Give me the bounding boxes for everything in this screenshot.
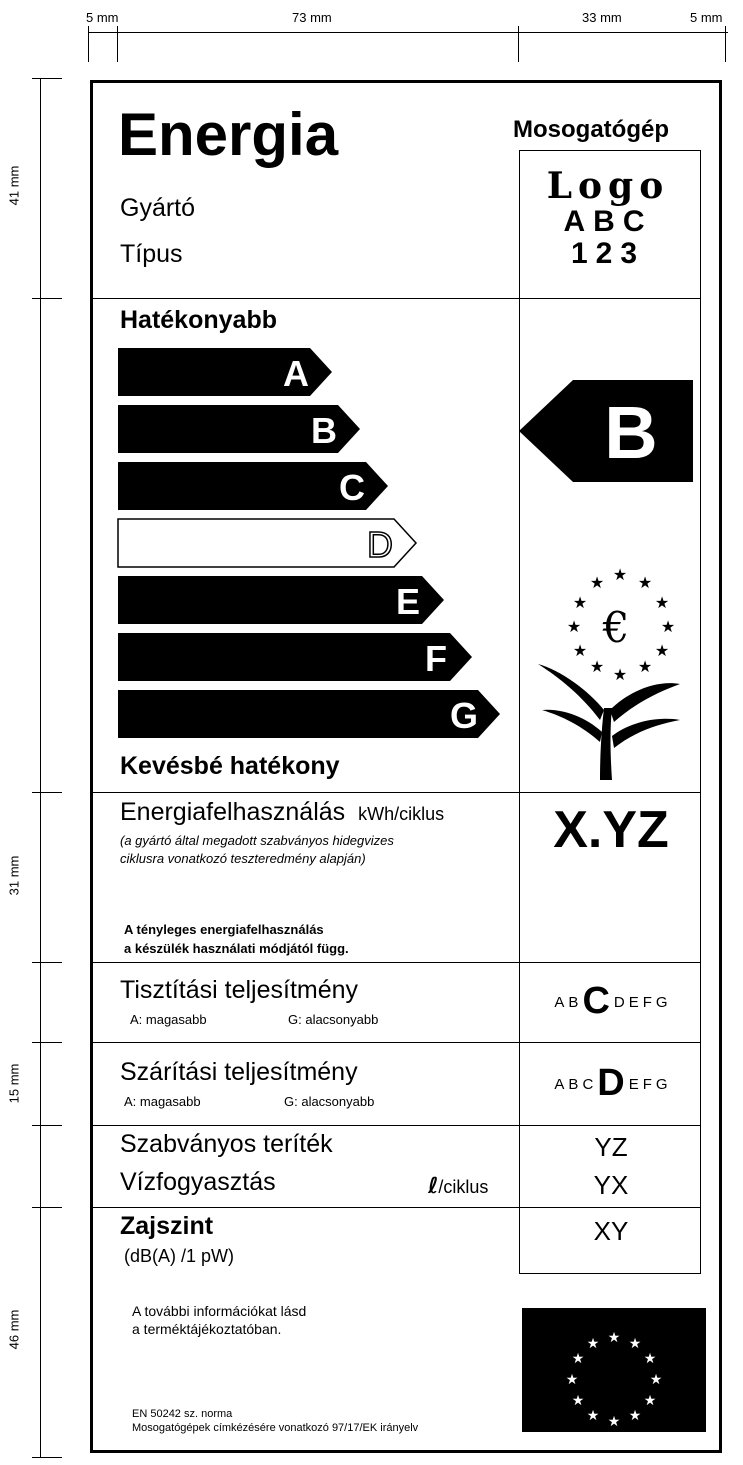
svg-text:★: ★ bbox=[607, 1330, 621, 1346]
svg-text:★: ★ bbox=[607, 1414, 621, 1430]
label-title: Energia bbox=[118, 101, 339, 168]
svg-text:★: ★ bbox=[571, 1393, 585, 1409]
value-box-bottom bbox=[519, 1273, 701, 1274]
drying-hint-worst: G: alacsonyabb bbox=[284, 1094, 375, 1109]
svg-text:★: ★ bbox=[571, 1351, 585, 1367]
water-unit-text: /ciklus bbox=[438, 1177, 489, 1197]
info-line-2: a terméktájékoztatóban. bbox=[132, 1321, 282, 1337]
svg-text:★: ★ bbox=[589, 573, 605, 592]
svg-text:★: ★ bbox=[654, 641, 670, 660]
efficiency-arrow-label: D bbox=[367, 524, 393, 565]
consumption-note-1: (a gyártó által megadott szabványos hidegvizes bbox=[120, 833, 394, 848]
capacity-water-box-divider bbox=[519, 1207, 701, 1208]
efficiency-arrow-label: E bbox=[395, 581, 421, 622]
dim-label-5mm: 5 mm bbox=[86, 10, 119, 25]
scale-letter: G bbox=[655, 994, 668, 1011]
consumption-disclaimer-2: a készülék használati módjától függ. bbox=[124, 941, 349, 956]
svg-text:★: ★ bbox=[586, 1408, 600, 1424]
scale-letter: C bbox=[582, 980, 610, 1022]
left-dim-tick bbox=[32, 962, 62, 963]
info-line-1: A további információkat lásd bbox=[132, 1303, 307, 1319]
top-dim-tick bbox=[88, 26, 89, 62]
svg-text:★: ★ bbox=[612, 665, 628, 684]
svg-text:★: ★ bbox=[637, 657, 653, 676]
section-divider bbox=[90, 792, 701, 793]
top-dim-tick bbox=[117, 26, 118, 62]
section-divider bbox=[90, 962, 701, 963]
efficiency-arrows bbox=[110, 340, 520, 750]
logo-line-2: ABC bbox=[563, 205, 653, 238]
drying-title: Szárítási teljesítmény bbox=[120, 1058, 358, 1086]
left-dim-tick bbox=[32, 78, 62, 79]
efficiency-arrow-label: G bbox=[449, 695, 479, 736]
appliance-type: Mosogatógép bbox=[513, 116, 669, 143]
type-label: Típus bbox=[120, 240, 183, 268]
scale-letter: F bbox=[642, 994, 652, 1011]
eu-ecolabel-flower-icon bbox=[530, 560, 690, 785]
efficiency-arrow-label: C bbox=[339, 467, 365, 508]
info-note bbox=[132, 1302, 306, 1338]
scale-letter: E bbox=[628, 1076, 639, 1093]
directive-reference: Mosogatógépek címkézésére vonatkozó 97/17/EK irányelv bbox=[132, 1422, 419, 1434]
left-dim-tick bbox=[32, 792, 62, 793]
water-value: YX bbox=[593, 1170, 629, 1200]
scale-letter: D bbox=[613, 994, 625, 1011]
noise-label: Zajszint bbox=[120, 1212, 214, 1240]
scale-letter: B bbox=[568, 1076, 579, 1093]
scale-letter: F bbox=[642, 1076, 652, 1093]
consumption-value: X.YZ bbox=[553, 801, 669, 859]
svg-text:€: € bbox=[602, 603, 630, 652]
noise-unit: (dB(A) /1 pW) bbox=[124, 1246, 235, 1266]
svg-text:★: ★ bbox=[589, 657, 605, 676]
svg-text:★: ★ bbox=[628, 1336, 642, 1352]
efficiency-arrow-g bbox=[118, 690, 500, 738]
dim-label-31mm: 31 mm bbox=[6, 855, 22, 896]
capacity-value: YZ bbox=[594, 1132, 628, 1162]
consumption-label: Energiafelhasználás bbox=[120, 798, 346, 826]
dim-label-73mm: 73 mm bbox=[292, 10, 332, 25]
efficiency-arrow-label: B bbox=[311, 410, 337, 451]
left-dim-tick bbox=[32, 298, 62, 299]
cleaning-hint-best: A: magasabb bbox=[130, 1012, 207, 1027]
capacity-label: Szabványos teríték bbox=[120, 1130, 333, 1158]
value-box-top bbox=[519, 150, 701, 151]
logo-line-1: Logo bbox=[546, 165, 670, 207]
section-divider bbox=[90, 298, 701, 299]
water-label: Vízfogyasztás bbox=[120, 1168, 276, 1196]
consumption-title bbox=[120, 798, 444, 827]
consumption-unit: kWh/ciklus bbox=[358, 804, 445, 824]
drying-scale bbox=[520, 1062, 702, 1105]
efficiency-rating-arrow bbox=[519, 380, 695, 482]
consumption-disclaimer-1: A tényleges energiafelhasználás bbox=[124, 922, 324, 937]
scale-letter: B bbox=[568, 994, 579, 1011]
section-divider bbox=[90, 1042, 701, 1043]
svg-text:★: ★ bbox=[637, 573, 653, 592]
cleaning-title: Tisztítási teljesítmény bbox=[120, 976, 359, 1004]
svg-text:★: ★ bbox=[654, 593, 670, 612]
efficiency-arrow-label: A bbox=[283, 353, 309, 394]
noise-value: XY bbox=[593, 1216, 629, 1246]
svg-text:★: ★ bbox=[572, 593, 588, 612]
water-unit bbox=[428, 1174, 488, 1199]
left-dim-tick bbox=[32, 1042, 62, 1043]
drying-hint-best: A: magasabb bbox=[124, 1094, 201, 1109]
less-efficient-label: Kevésbé hatékony bbox=[120, 752, 340, 780]
left-dim-tick bbox=[32, 1125, 62, 1126]
svg-text:★: ★ bbox=[572, 641, 588, 660]
manufacturer-logo bbox=[520, 166, 696, 270]
more-efficient-label: Hatékonyabb bbox=[120, 306, 277, 334]
dim-label-5mm-right: 5 mm bbox=[690, 10, 723, 25]
dim-label-33mm: 33 mm bbox=[582, 10, 622, 25]
dim-label-46mm: 46 mm bbox=[6, 1309, 22, 1350]
svg-text:★: ★ bbox=[643, 1351, 657, 1367]
top-dim-tick bbox=[518, 26, 519, 62]
scale-letter: A bbox=[554, 1076, 565, 1093]
top-dim-tick bbox=[725, 26, 726, 62]
standard-reference: EN 50242 sz. norma bbox=[132, 1408, 233, 1420]
top-dimension-line bbox=[88, 32, 728, 33]
left-dim-tick bbox=[32, 1207, 62, 1208]
cleaning-hint-worst: G: alacsonyabb bbox=[288, 1012, 379, 1027]
svg-text:★: ★ bbox=[649, 1372, 663, 1388]
left-dimension-line bbox=[40, 78, 41, 1458]
eu-flag-icon bbox=[522, 1308, 706, 1432]
svg-text:★: ★ bbox=[565, 1372, 579, 1388]
consumption-note-2: ciklusra vonatkozó teszteredmény alapján) bbox=[120, 851, 366, 866]
efficiency-arrow-f bbox=[118, 633, 472, 681]
dim-label-15mm: 15 mm bbox=[6, 1063, 22, 1104]
scale-letter: E bbox=[628, 994, 639, 1011]
svg-text:★: ★ bbox=[586, 1336, 600, 1352]
efficiency-rating-letter: B bbox=[604, 391, 658, 474]
svg-text:★: ★ bbox=[628, 1408, 642, 1424]
svg-text:★: ★ bbox=[660, 617, 676, 636]
liter-symbol: ℓ bbox=[428, 1174, 439, 1199]
scale-letter: A bbox=[554, 994, 565, 1011]
manufacturer-label: Gyártó bbox=[120, 194, 196, 222]
left-dim-tick bbox=[32, 1457, 62, 1458]
svg-text:★: ★ bbox=[566, 617, 582, 636]
svg-text:★: ★ bbox=[612, 565, 628, 584]
cleaning-scale bbox=[520, 980, 702, 1023]
efficiency-arrow-label: F bbox=[425, 638, 447, 679]
scale-letter: C bbox=[582, 1076, 594, 1093]
scale-letter: D bbox=[597, 1062, 625, 1104]
dim-label-41mm: 41 mm bbox=[6, 165, 22, 206]
section-divider bbox=[90, 1125, 701, 1126]
svg-text:★: ★ bbox=[643, 1393, 657, 1409]
scale-letter: G bbox=[655, 1076, 668, 1093]
logo-line-3: 123 bbox=[570, 237, 646, 270]
